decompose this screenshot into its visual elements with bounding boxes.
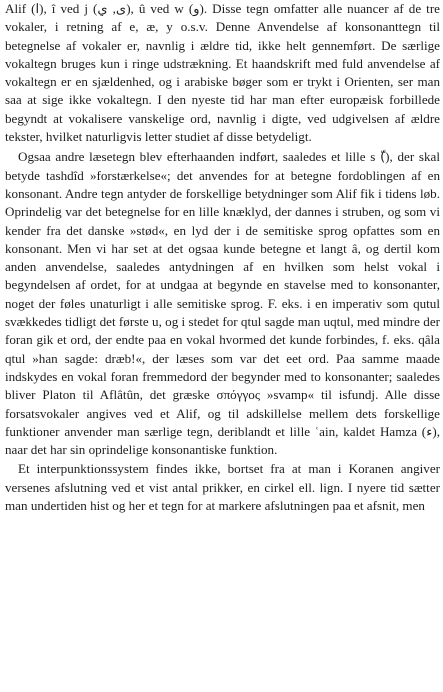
paragraph-2: Ogsaa andre læsetegn blev efterhaanden indført, saaledes et lille s (ّ), der skal betyde tashdîd »forstærkelse«; det anvendes for at betegne fordoblingen af en konsonant. Andre tegn antyder de forskellige betydninger som Alif fik i tidens løb. Oprindelig var det betegnelse for en lille knæklyd, der dannes i struben, og som vi kender fra det danske »stød«, en lyd der i de semitiske sprog opfattes som en konsonant. Men vi har set at det ogsaa kunde betegne et langt â, og dertil kom anden anvendelse, saaledes antydningen af en hvilken som helst vokal i begyndelsen af ordet, for at undgaa at begynde en stavelse med to konsonanter, noget der føles unaturligt i alle semitiske sprog. F. eks. i en imperativ som qutul svækkedes tidligt det første u, og i stedet for qtul sagde man uqtul, med mindre der foran gik et ord, der endte paa en vokal hvormed det kunde forbindes, f. eks. qâla qtul »han sagde: dræb!«, der læses som var det eet ord. Paa samme maade indskydes en vokal foran fremmedord der begynder med to konsonanter; saaledes bliver Platon til Aflâtûn, det græske σπόγγος »svamp« til isfundj. Alle disse forsatsvokaler angives ved et Alif, og til adskillelse mellem dets forskellige funktioner anvender man særlige tegn, deriblandt et lille ʿain, kaldet Hamza (ء), naar det har sin oprindelige konsonantiske funktion. <box>5 149 440 458</box>
paragraph-1: Alif (ا), î ved j (ى, ي), û ved w (و). Disse tegn omfatter alle nuancer af de tre vokaler, i retning af e, æ, y o.s.v. Denne Anvendelse af konsonanttegn til betegnelse af vokaler er, navnlig i ældre tid, ikke helt gennemført. De særlige vokaltegn bruges kun i ringe udstrækning. Et haandskrift med fuld anvendelse af vokaltegn er en sjældenhed, og i arabiske bøger som er trykt i Orienten, ser man saa at sige ikke vokaltegn. I den nyeste tid har man efter europæisk forbillede begyndt at vokalisere vanskelige ord, navnlig i digte, ved udgivelsen af ældre tekster, hvilket naturligvis letter studiet af disse betydeligt. <box>5 1 440 145</box>
paragraph-3: Et interpunktionssystem findes ikke, bortset fra at man i Koranen angiver versenes afslutning ved et vist antal prikker, en cirkel ell. lign. I nyere tid sætter man undertiden hist og her et tegn for at markere afslutningen paa et afsnit, men <box>5 461 440 514</box>
document-page <box>5 0 440 692</box>
